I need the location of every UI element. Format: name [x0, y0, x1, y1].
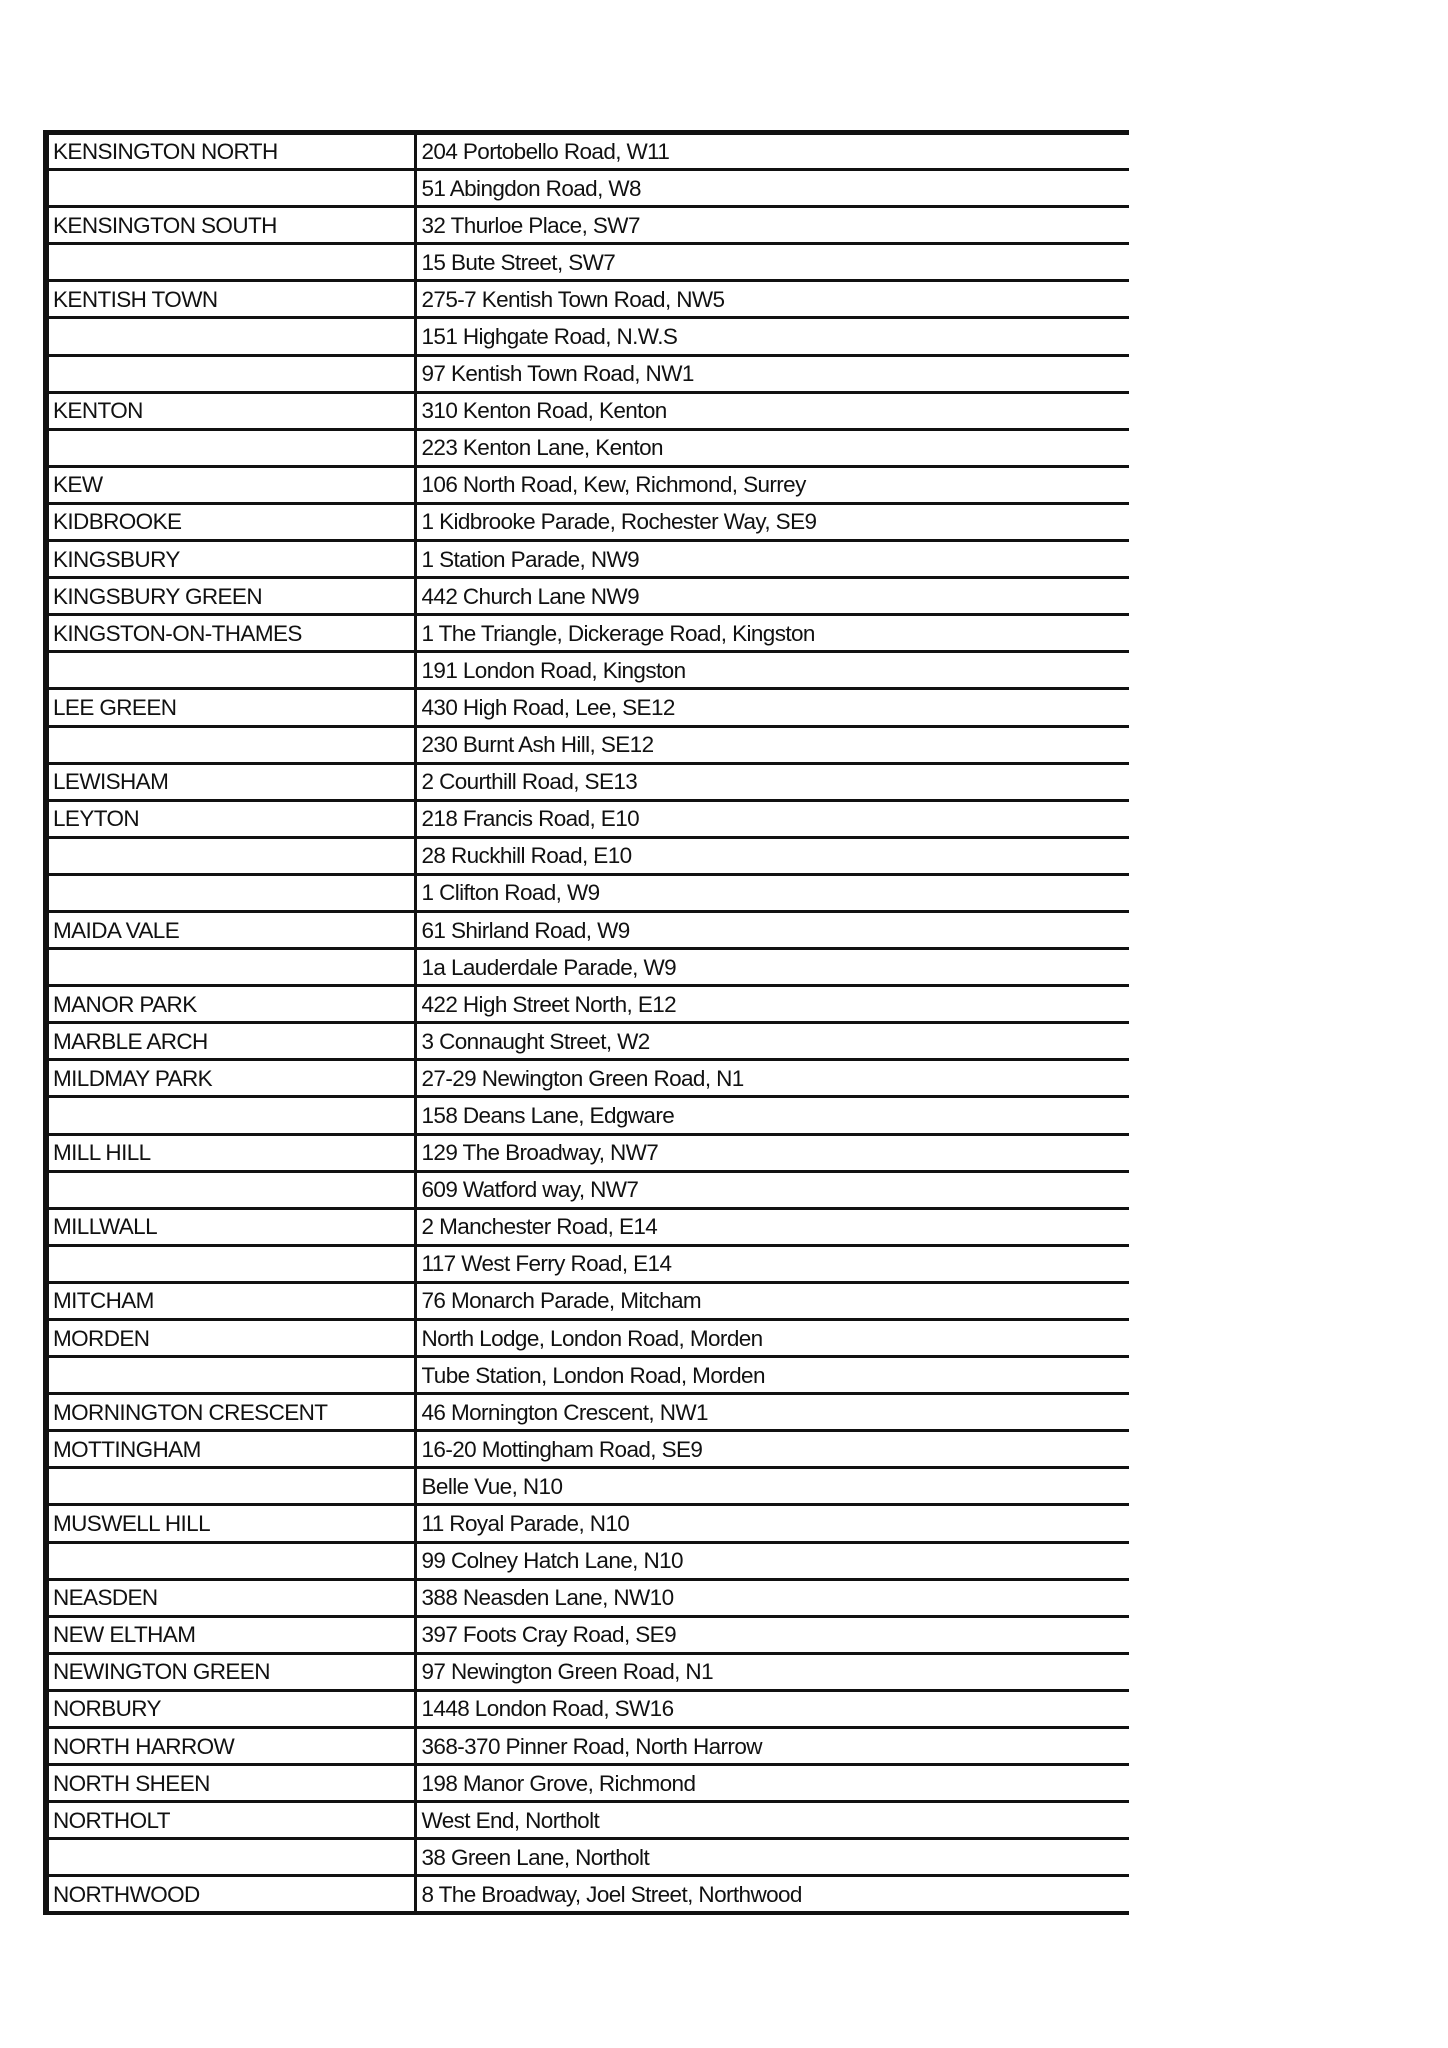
- address-cell: 223 Kenton Lane, Kenton: [415, 429, 1129, 466]
- table-row: [46, 318, 1129, 355]
- table-row: [46, 1802, 1129, 1839]
- address-cell: 32 Thurloe Place, SW7: [415, 207, 1129, 244]
- address-cell: 275-7 Kentish Town Road, NW5: [415, 281, 1129, 318]
- location-name-cell: [46, 1171, 415, 1208]
- address-cell: 106 North Road, Kew, Richmond, Surrey: [415, 466, 1129, 503]
- address-cell: 11 Royal Parade, N10: [415, 1505, 1129, 1542]
- table-row: [46, 355, 1129, 392]
- table-row: [46, 1245, 1129, 1282]
- table-row: [46, 207, 1129, 244]
- location-name-cell: [46, 874, 415, 911]
- address-cell: 8 The Broadway, Joel Street, Northwood: [415, 1876, 1129, 1913]
- location-name-cell: KENSINGTON SOUTH: [46, 207, 415, 244]
- location-name-cell: MILL HILL: [46, 1134, 415, 1171]
- address-cell: 388 Neasden Lane, NW10: [415, 1579, 1129, 1616]
- table-row: [46, 1357, 1129, 1394]
- table-row: [46, 1097, 1129, 1134]
- table-row: [46, 281, 1129, 318]
- address-cell: 1a Lauderdale Parade, W9: [415, 949, 1129, 986]
- location-name-cell: KINGSBURY: [46, 541, 415, 578]
- table-row: [46, 837, 1129, 874]
- table-row: [46, 170, 1129, 207]
- address-cell: 609 Watford way, NW7: [415, 1171, 1129, 1208]
- address-cell: 422 High Street North, E12: [415, 986, 1129, 1023]
- address-cell: 27-29 Newington Green Road, N1: [415, 1060, 1129, 1097]
- address-cell: 2 Manchester Road, E14: [415, 1208, 1129, 1245]
- table-row: [46, 1171, 1129, 1208]
- location-name-cell: MOTTINGHAM: [46, 1431, 415, 1468]
- address-cell: 97 Kentish Town Road, NW1: [415, 355, 1129, 392]
- table-row: [46, 1208, 1129, 1245]
- table-row: [46, 689, 1129, 726]
- table-row: [46, 1394, 1129, 1431]
- location-name-cell: MANOR PARK: [46, 986, 415, 1023]
- address-table: [43, 130, 1129, 1915]
- location-name-cell: [46, 429, 415, 466]
- location-name-cell: [46, 1357, 415, 1394]
- address-cell: 97 Newington Green Road, N1: [415, 1653, 1129, 1690]
- location-name-cell: NEW ELTHAM: [46, 1616, 415, 1653]
- location-name-cell: LEE GREEN: [46, 689, 415, 726]
- table-row: [46, 1653, 1129, 1690]
- location-name-cell: LEYTON: [46, 800, 415, 837]
- table-row: [46, 1431, 1129, 1468]
- location-name-cell: [46, 170, 415, 207]
- table-row: [46, 244, 1129, 281]
- table-row: [46, 874, 1129, 911]
- table-row: [46, 1282, 1129, 1319]
- table-row: [46, 133, 1129, 170]
- address-cell: 117 West Ferry Road, E14: [415, 1245, 1129, 1282]
- address-table-body: [46, 133, 1129, 1914]
- table-row: [46, 800, 1129, 837]
- location-name-cell: KINGSTON-ON-THAMES: [46, 615, 415, 652]
- address-cell: 99 Colney Hatch Lane, N10: [415, 1542, 1129, 1579]
- address-cell: 28 Ruckhill Road, E10: [415, 837, 1129, 874]
- table-row: [46, 1579, 1129, 1616]
- address-cell: 1 Kidbrooke Parade, Rochester Way, SE9: [415, 503, 1129, 540]
- location-name-cell: [46, 244, 415, 281]
- table-row: [46, 652, 1129, 689]
- table-row: [46, 1023, 1129, 1060]
- location-name-cell: NEASDEN: [46, 1579, 415, 1616]
- location-name-cell: KIDBROOKE: [46, 503, 415, 540]
- address-cell: 3 Connaught Street, W2: [415, 1023, 1129, 1060]
- location-name-cell: [46, 652, 415, 689]
- address-cell: 218 Francis Road, E10: [415, 800, 1129, 837]
- location-name-cell: MITCHAM: [46, 1282, 415, 1319]
- address-cell: 430 High Road, Lee, SE12: [415, 689, 1129, 726]
- table-row: [46, 1060, 1129, 1097]
- location-name-cell: [46, 837, 415, 874]
- table-row: [46, 429, 1129, 466]
- address-cell: 1448 London Road, SW16: [415, 1690, 1129, 1727]
- address-cell: 198 Manor Grove, Richmond: [415, 1765, 1129, 1802]
- address-cell: 397 Foots Cray Road, SE9: [415, 1616, 1129, 1653]
- address-cell: 230 Burnt Ash Hill, SE12: [415, 726, 1129, 763]
- address-cell: 2 Courthill Road, SE13: [415, 763, 1129, 800]
- table-row: [46, 1320, 1129, 1357]
- table-row: [46, 1690, 1129, 1727]
- location-name-cell: [46, 726, 415, 763]
- location-name-cell: [46, 318, 415, 355]
- address-cell: 158 Deans Lane, Edgware: [415, 1097, 1129, 1134]
- table-row: [46, 1134, 1129, 1171]
- address-cell: 15 Bute Street, SW7: [415, 244, 1129, 281]
- address-cell: 1 Station Parade, NW9: [415, 541, 1129, 578]
- location-name-cell: MORDEN: [46, 1320, 415, 1357]
- location-name-cell: NORTH SHEEN: [46, 1765, 415, 1802]
- table-row: [46, 763, 1129, 800]
- address-cell: 76 Monarch Parade, Mitcham: [415, 1282, 1129, 1319]
- table-row: [46, 466, 1129, 503]
- table-row: [46, 1505, 1129, 1542]
- table-row: [46, 1876, 1129, 1913]
- address-cell: 61 Shirland Road, W9: [415, 911, 1129, 948]
- location-name-cell: NORTHOLT: [46, 1802, 415, 1839]
- address-cell: 204 Portobello Road, W11: [415, 133, 1129, 170]
- location-name-cell: [46, 1097, 415, 1134]
- table-row: [46, 503, 1129, 540]
- location-name-cell: MUSWELL HILL: [46, 1505, 415, 1542]
- location-name-cell: [46, 1542, 415, 1579]
- address-cell: 1 Clifton Road, W9: [415, 874, 1129, 911]
- location-name-cell: KENTISH TOWN: [46, 281, 415, 318]
- table-row: [46, 1839, 1129, 1876]
- address-cell: 151 Highgate Road, N.W.S: [415, 318, 1129, 355]
- table-row: [46, 615, 1129, 652]
- table-row: [46, 911, 1129, 948]
- location-name-cell: LEWISHAM: [46, 763, 415, 800]
- table-row: [46, 986, 1129, 1023]
- table-row: [46, 392, 1129, 429]
- location-name-cell: KENTON: [46, 392, 415, 429]
- address-cell: 129 The Broadway, NW7: [415, 1134, 1129, 1171]
- address-cell: 442 Church Lane NW9: [415, 578, 1129, 615]
- address-cell: 1 The Triangle, Dickerage Road, Kingston: [415, 615, 1129, 652]
- location-name-cell: MORNINGTON CRESCENT: [46, 1394, 415, 1431]
- location-name-cell: MILDMAY PARK: [46, 1060, 415, 1097]
- table-row: [46, 1765, 1129, 1802]
- address-cell: 310 Kenton Road, Kenton: [415, 392, 1129, 429]
- table-row: [46, 726, 1129, 763]
- location-name-cell: [46, 949, 415, 986]
- location-name-cell: [46, 1468, 415, 1505]
- table-row: [46, 1468, 1129, 1505]
- table-row: [46, 949, 1129, 986]
- table-row: [46, 1728, 1129, 1765]
- address-cell: 191 London Road, Kingston: [415, 652, 1129, 689]
- location-name-cell: NEWINGTON GREEN: [46, 1653, 415, 1690]
- address-cell: West End, Northolt: [415, 1802, 1129, 1839]
- table-row: [46, 541, 1129, 578]
- location-name-cell: MILLWALL: [46, 1208, 415, 1245]
- location-name-cell: NORTHWOOD: [46, 1876, 415, 1913]
- address-cell: 46 Mornington Crescent, NW1: [415, 1394, 1129, 1431]
- table-row: [46, 578, 1129, 615]
- address-cell: Tube Station, London Road, Morden: [415, 1357, 1129, 1394]
- location-name-cell: KINGSBURY GREEN: [46, 578, 415, 615]
- table-row: [46, 1616, 1129, 1653]
- location-name-cell: [46, 355, 415, 392]
- location-name-cell: NORBURY: [46, 1690, 415, 1727]
- location-name-cell: [46, 1245, 415, 1282]
- address-cell: 38 Green Lane, Northolt: [415, 1839, 1129, 1876]
- address-cell: 16-20 Mottingham Road, SE9: [415, 1431, 1129, 1468]
- location-name-cell: NORTH HARROW: [46, 1728, 415, 1765]
- address-cell: Belle Vue, N10: [415, 1468, 1129, 1505]
- address-cell: 51 Abingdon Road, W8: [415, 170, 1129, 207]
- address-cell: North Lodge, London Road, Morden: [415, 1320, 1129, 1357]
- address-cell: 368-370 Pinner Road, North Harrow: [415, 1728, 1129, 1765]
- table-row: [46, 1542, 1129, 1579]
- location-name-cell: [46, 1839, 415, 1876]
- location-name-cell: MARBLE ARCH: [46, 1023, 415, 1060]
- location-name-cell: KEW: [46, 466, 415, 503]
- location-name-cell: KENSINGTON NORTH: [46, 133, 415, 170]
- location-name-cell: MAIDA VALE: [46, 911, 415, 948]
